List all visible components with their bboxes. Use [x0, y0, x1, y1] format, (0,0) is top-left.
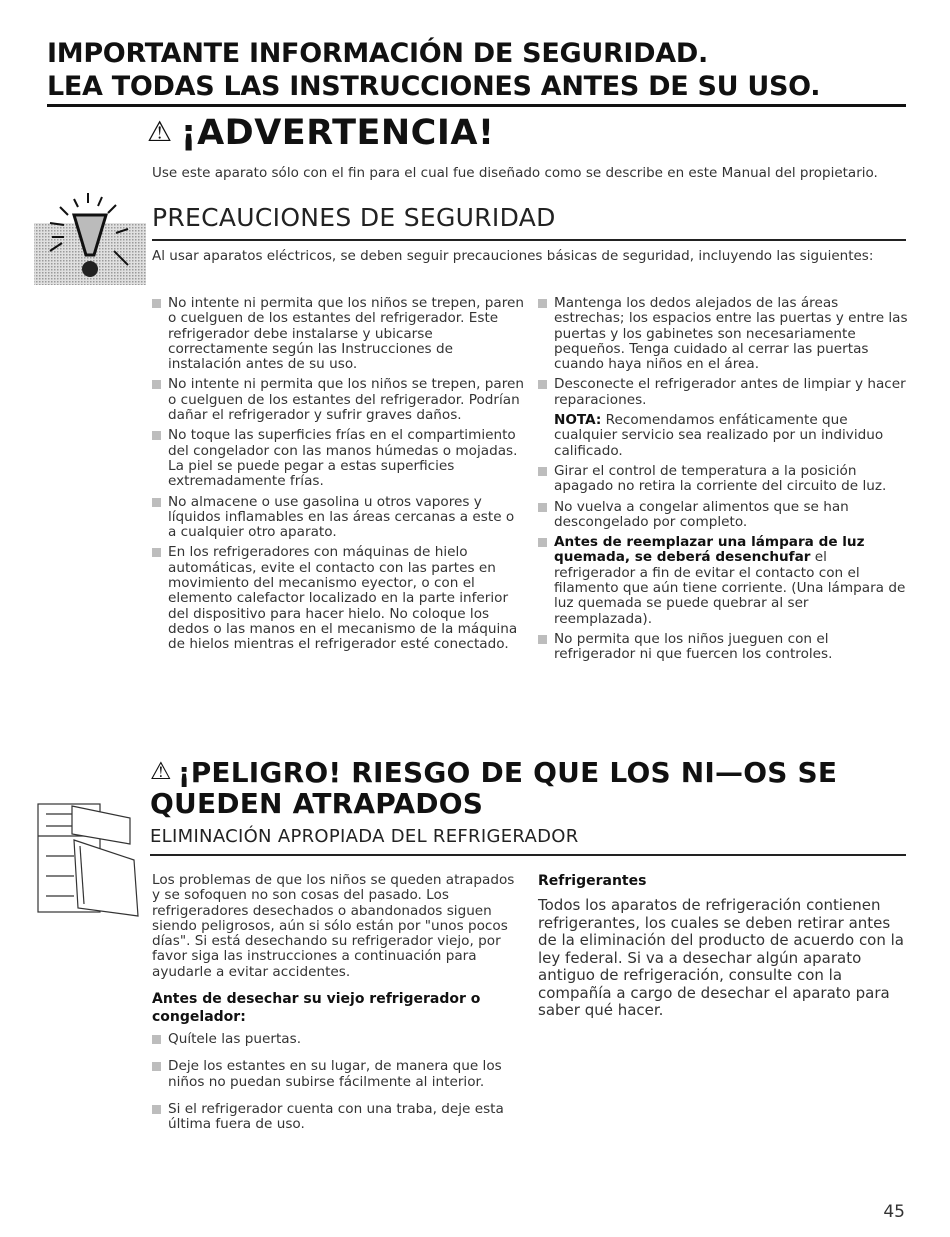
danger-title-text: ¡PELIGRO! RIESGO DE QUE LOS NI—OS SE QUEDEN ATRAPADOS [150, 756, 838, 820]
note-paragraph: NOTA: Recomendamos enfáticamente que cualquier servicio sea realizado por un individuo calificado. [554, 412, 884, 459]
refrigerants-heading: Refrigerantes [538, 873, 647, 889]
precautions-intro: Al usar aparatos eléctricos, se deben seguir precauciones básicas de seguridad, incluyendo las siguientes: [152, 248, 874, 264]
bullet-icon [538, 503, 547, 512]
header-line-2: LEA TODAS LAS INSTRUCCIONES ANTES DE SU USO. [47, 71, 821, 102]
list-item: No toque las superficies frías en el compartimiento del congelador con las manos húmedas o mojadas. La piel se puede pegar a estas superficies extremadamente frías. [152, 428, 524, 489]
list-item: Girar el control de temperatura a la posición apagado no retira la corriente del circuito de luz. [538, 464, 910, 495]
bullet-icon [538, 467, 547, 476]
precautions-title: PRECAUCIONES DE SEGURIDAD [152, 203, 556, 232]
note-label: NOTA: [554, 412, 602, 429]
list-item: No intente ni permita que los niños se trepen, paren o cuelguen de los estantes del refrigerador. Este refrigerador debe instalarse y ubicarse correctamente según las Instrucciones de instalación antes de su uso. [152, 296, 524, 372]
list-item: No permita que los niños jueguen con el refrigerador ni que fuercen los controles. [538, 632, 910, 663]
bullet-icon [152, 1035, 161, 1044]
bullet-icon [538, 538, 547, 547]
header-rule [47, 104, 906, 107]
list-item: Si el refrigerador cuenta con una traba, deje esta última fuera de uso. [152, 1102, 520, 1133]
warning-triangle-icon: ⚠ [147, 115, 173, 148]
bullet-icon [152, 498, 161, 507]
bullet-icon [152, 1062, 161, 1071]
precautions-rule [152, 239, 906, 241]
danger-left-column [152, 873, 520, 1138]
list-item: Mantenga los dedos alejados de las áreas estrechas; los espacios entre las puertas y entre las puertas y los gabinetes son necesariamente pequeños. Tenga cuidado al cerrar las puertas cuando haya niños en el área. [538, 296, 910, 372]
precautions-left-column [152, 296, 524, 658]
list-item: Desconecte el refrigerador antes de limpiar y hacer reparaciones. [538, 377, 910, 408]
list-item: No almacene o use gasolina u otros vapores y líquidos inflamables en las áreas cercanas a este o a cualquier otro aparato. [152, 495, 524, 541]
refrigerants-text: Todos los aparatos de refrigeración contienen refrigerantes, los cuales se deben retirar antes de la eliminación del producto de acuerdo con la ley federal. Si va a desechar algún aparato antiguo de refrigeración, consulte con la compañía a cargo de desechar el aparato para saber qué hacer. [538, 896, 904, 1019]
bullet-icon [538, 635, 547, 644]
list-item: Antes de reemplazar una lámpara de luz quemada, se deberá desenchufar el refrigerador a fin de evitar el contacto con el filamento que aún tiene corriente. (Una lámpara de luz quemada se puede quebrar al ser reemplazada). [538, 535, 910, 627]
bullet-icon [152, 380, 161, 389]
danger-intro: Los problemas de que los niños se queden atrapados y se sofoquen no son cosas del pasado. Los refrigeradores desechados o abandonados siguen siendo peligrosos, aún si sólo están por "unos pocos días". Si está desechando su refrigerador viejo, por favor siga las instrucciones a continuación para ayudarle a evitar accidentes. [152, 872, 515, 980]
bullet-icon [152, 299, 161, 308]
safety-alert-icon [30, 185, 148, 289]
list-item: Quítele las puertas. [152, 1032, 520, 1047]
bullet-icon [152, 431, 161, 440]
before-disposal-heading: Antes de desechar su viejo refrigerador o congelador: [152, 991, 481, 1026]
list-item: En los refrigeradores con máquinas de hielo automáticas, evite el contacto con las partes en movimiento del mecanismo eyector, o con el elemento calefactor localizado en la parte inferior del dispositivo para hacer hielo. No coloque los dedos o las manos en el mecanismo de la máquina de hielos mientras el refrigerador esté conectado. [152, 545, 524, 652]
precautions-right-column [538, 296, 910, 668]
bullet-icon [538, 299, 547, 308]
warning-title-text: ¡ADVERTENCIA! [180, 113, 495, 153]
list-item: No vuelva a congelar alimentos que se han descongelado por completo. [538, 500, 910, 531]
warning-triangle-icon: ⚠ [150, 757, 172, 785]
list-item: Deje los estantes en su lugar, de manera que los niños no puedan subirse fácilmente al interior. [152, 1059, 520, 1090]
refrigerator-illustration-icon [34, 800, 144, 920]
warning-text: Use este aparato sólo con el fin para el cual fue diseñado como se describe en este Manual del propietario. [152, 165, 878, 181]
page-number: 45 [883, 1202, 905, 1222]
bullet-icon [152, 548, 161, 557]
refrigerants-section [538, 873, 910, 1020]
danger-title [150, 756, 870, 819]
bullet-icon [152, 1105, 161, 1114]
header-line-1: IMPORTANTE INFORMACIÓN DE SEGURIDAD. [47, 38, 708, 69]
danger-rule [150, 854, 906, 856]
bullet-icon [538, 380, 547, 389]
warning-title [147, 113, 494, 153]
disposal-subtitle: ELIMINACIÓN APROPIADA DEL REFRIGERADOR [150, 826, 579, 847]
list-item: No intente ni permita que los niños se trepen, paren o cuelguen de los estantes del refrigerador. Podrían dañar el refrigerador y sufrir graves daños. [152, 377, 524, 423]
